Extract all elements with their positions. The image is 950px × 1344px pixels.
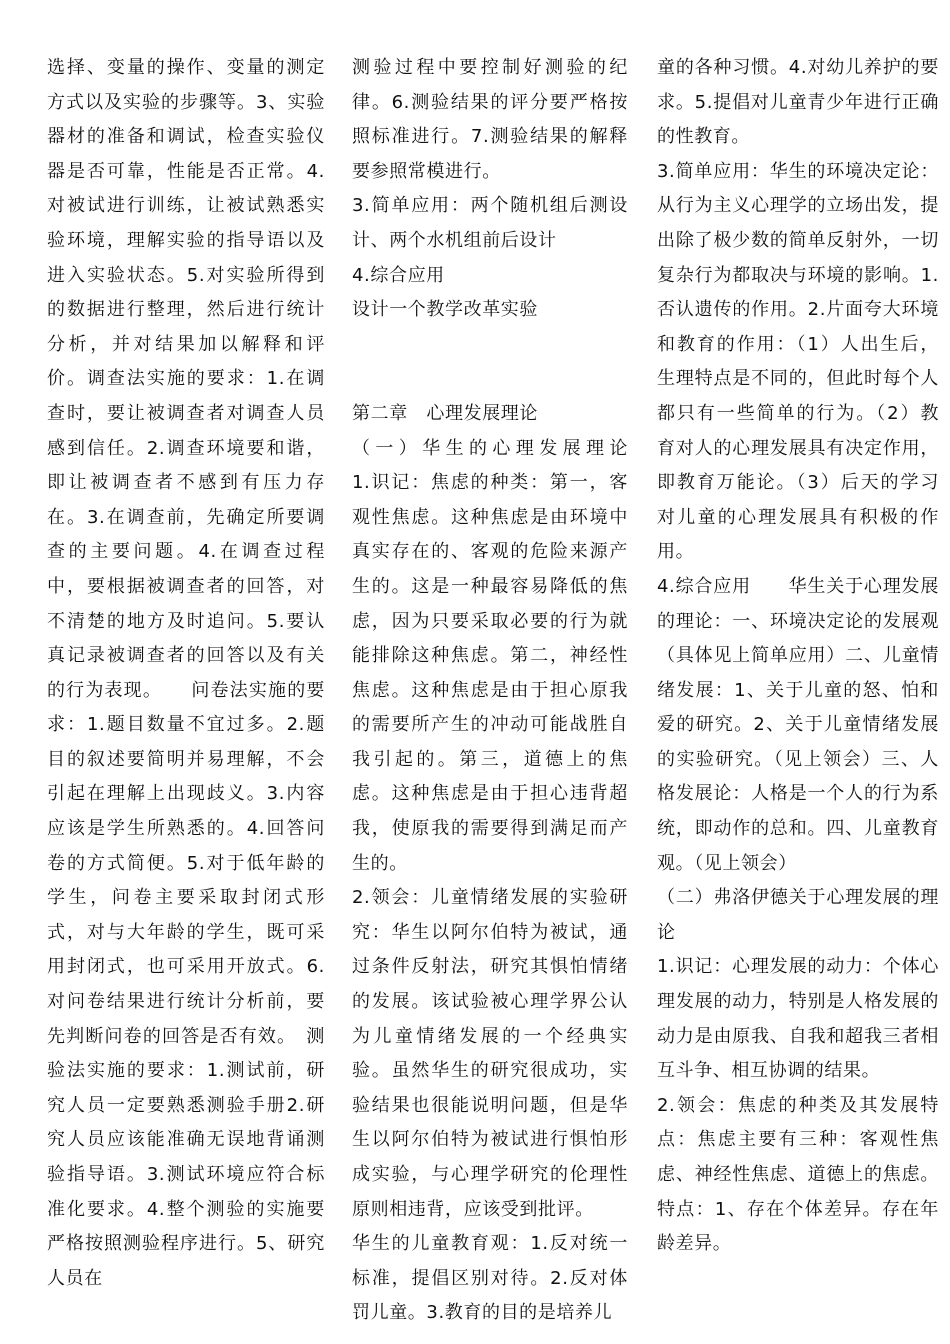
paragraph: 3.简单应用：两个随机组后测设计、两个水机组前后设计 <box>352 195 628 251</box>
paragraph: 1.识记：心理发展的动力：个体心理发展的动力，特别是人格发展的动力是由原我、自我和超我三者相互斗争、相互协调的结果。 <box>657 956 939 1082</box>
paragraph: （一）华生的心理发展理论 1.识记：焦虑的种类：第一，客观性焦虑。这种焦虑是由环境中真实存在的、客观的危险来源产生的。这是一种最容易降低的焦虑，因为只要采取必要的行为就能排除这种焦虑。第二，神经性焦虑。这种焦虑是由于担心原我的需要所产生的冲动可能战胜自我引起的。第三，道德上的焦虑。这种焦虑是由于担心违背超我，使原我的需要得到满足而产生的。 <box>352 437 666 874</box>
section-heading: （二）弗洛伊德关于心理发展的理论 <box>657 887 939 943</box>
text-column-right <box>657 51 939 1262</box>
text-column-left <box>47 51 325 1296</box>
paragraph: 选择、变量的操作、变量的测定方式以及实验的步骤等。3、实验器材的准备和调试，检查实验仪器是否可靠，性能是否正常。4.对被试进行训练，让被试熟悉实验环境，理解实验的指导语以及进入实验状态。5.对实验所得到的数据进行整理，然后进行统计分析，并对结果加以解释和评价。调查法实施的要求：1.在调查时，要让被调查者对调查人员感到信任。2.调查环境要和谐，即让被调查者不感到有压力存在。3.在调查前，先确定所要调查的主要问题。4.在调查过程中，要根据被调查者的回答，对不清楚的地方及时追问。5.要认真记录被调查者的回答以及有关的行为表现。 问卷法实施的要求：1.题目数量不宜过多。2.题目的叙述要简明并易理解，不会引起在理解上出现歧义。3.内容应该是学生所熟悉的。4.回答问卷的方式简便。5.对于低年龄的学生，问卷主要采取封闭式形式，对与大年龄的学生，既可采用封闭式，也可采用开放式。6.对问卷结果进行统计分析前，要先判断问卷的回答是否有效。 测验法实施的要求：1.测试前，研究人员一定要熟悉测验手册2.研究人员应该能准确无误地背诵测验指导语。3.测试环境应符合标准化要求。4.整个测验的实施要严格按照测验程序进行。5、研究人员在 <box>47 57 325 1289</box>
paragraph: 4.综合应用 华生关于心理发展的理论：一、环境决定论的发展观（具体见上简单应用）二、儿童情绪发展：1、关于儿童的怒、怕和爱的研究。2、关于儿童情绪发展的实验研究。（见上领会）三、人格发展论：人格是一个人的行为系统，即动作的总和。四、儿童教育观。（见上领会） <box>657 575 939 874</box>
paragraph: 华生的儿童教育观：1.反对统一标准，提倡区别对待。2.反对体罚儿童。3.教育的目的是培养儿 <box>352 1233 628 1324</box>
chapter-heading: 第二章 心理发展理论 <box>352 402 538 424</box>
paragraph: 测验过程中要控制好测验的纪律。6.测验结果的评分要严格按照标准进行。7.测验结果的解释要参照常模进行。 <box>352 57 628 182</box>
spacer <box>352 362 628 397</box>
paragraph: 4.综合应用 <box>352 264 445 286</box>
paragraph: 2.领会：儿童情绪发展的实验研究：华生以阿尔伯特为被试，通过条件反射法，研究其惧怕情绪的发展。该试验被心理学界公认为儿童情绪发展的一个经典实验。虽然华生的研究很成功，实验结果也很能说明问题，但是华生以阿尔伯特为被试进行惧怕形成实验，与心理学研究的伦理性原则相违背，应该受到批评。 <box>352 887 628 1220</box>
paragraph: 2.领会：焦虑的种类及其发展特点：焦虑主要有三种：客观性焦虑、神经性焦虑、道德上的焦虑。特点：1、存在个体差异。存在年龄差异。 <box>657 1094 939 1255</box>
paragraph: 童的各种习惯。4.对幼儿养护的要求。5.提倡对儿童青少年进行正确的性教育。 <box>657 57 939 148</box>
text-column-middle <box>352 51 666 1331</box>
paragraph: 3.简单应用：华生的环境决定论：从行为主义心理学的立场出发，提出除了极少数的简单反射外，一切复杂行为都取决与环境的影响。1.否认遗传的作用。2.片面夸大环境和教育的作用：（1）人出生后，生理特点是不同的，但此时每个人都只有一些简单的行为。（2）教育对人的心理发展具有决定作用，即教育万能论。（3）后天的学习对儿童的心理发展具有积极的作用。 <box>657 160 939 563</box>
blank-line <box>352 328 628 363</box>
paragraph: 设计一个教学改革实验 <box>352 299 538 321</box>
